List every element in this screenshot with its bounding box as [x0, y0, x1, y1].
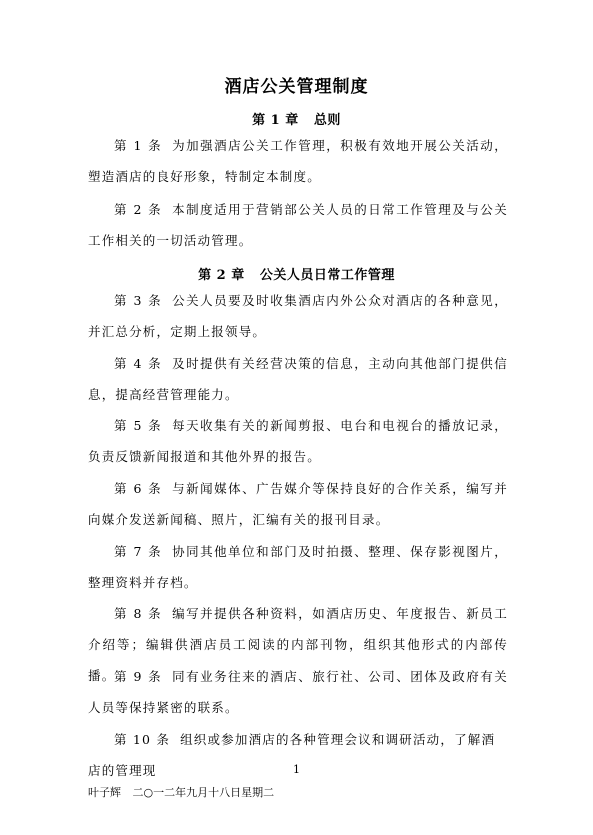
- article-number: 第 2 条: [114, 202, 163, 217]
- article-text: 协同其他单位和部门及时拍摄、整理、保存影视图片，整理资料并存档。: [88, 544, 508, 590]
- article-text: 及时提供有关经营决策的信息，主动向其他部门提供信息，提高经营管理能力。: [88, 356, 508, 402]
- chapter-name: 总则: [313, 113, 341, 128]
- chapter-heading-1: [0, 109, 593, 128]
- article-number: 第 9 条: [114, 669, 163, 684]
- chapter-heading-2: [0, 264, 593, 283]
- article-1: [88, 130, 508, 192]
- footer-author: 叶子辉: [88, 786, 121, 799]
- article-text: 公关人员要及时收集酒店内外公众对酒店的各种意见，并汇总分析，定期上报领导。: [88, 293, 508, 339]
- article-number: 第 6 条: [114, 481, 163, 496]
- article-number: 第 8 条: [114, 606, 163, 621]
- footer-date: 二○一二年九月十八日星期二: [132, 786, 275, 799]
- article-number: 第 1 条: [114, 138, 163, 153]
- article-number: 第 10 条: [114, 732, 171, 747]
- article-text: 组织或参加酒店的各种管理会议和调研活动，了解酒店的管理现: [88, 732, 496, 778]
- chapter-name: 公关人员日常工作管理: [259, 268, 395, 283]
- article-9: [88, 661, 508, 723]
- article-10: [88, 724, 508, 778]
- article-number: 第 7 条: [114, 544, 163, 559]
- article-text: 本制度适用于营销部公关人员的日常工作管理及与公关工作相关的一切活动管理。: [88, 202, 508, 248]
- document-title: 酒店公关管理制度: [224, 77, 369, 97]
- article-text: 每天收集有关的新闻剪报、电台和电视台的播放记录，负责反馈新闻报道和其他外界的报告。: [88, 418, 508, 464]
- article-6: [88, 473, 508, 535]
- article-2: [88, 194, 508, 256]
- article-text: 与新闻媒体、广告媒介等保持良好的合作关系，编写并向媒介发送新闻稿、照片，汇编有关的报刊目录。: [88, 481, 508, 527]
- article-3: [88, 285, 508, 347]
- article-number: 第 5 条: [114, 418, 163, 433]
- article-number: 第 3 条: [114, 293, 163, 308]
- article-5: [88, 410, 508, 472]
- article-4: [88, 348, 508, 410]
- article-text: 同有业务往来的酒店、旅行社、公司、团体及政府有关人员等保持紧密的联系。: [88, 669, 508, 715]
- article-text: 为加强酒店公关工作管理，积极有效地开展公关活动，塑造酒店的良好形象，特制定本制度。: [88, 138, 508, 184]
- page-number: 1: [293, 763, 300, 776]
- article-7: [88, 536, 508, 598]
- page-footer: [88, 784, 282, 800]
- article-number: 第 4 条: [114, 356, 163, 371]
- chapter-label: 第 2 章: [198, 268, 245, 283]
- article-text: 编写并提供各种资料，如酒店历史、年度报告、新员工介绍等；编辑供酒店员工阅读的内部刊物，组织其他形式的内部传播。: [88, 606, 508, 683]
- chapter-label: 第 1 章: [252, 113, 299, 128]
